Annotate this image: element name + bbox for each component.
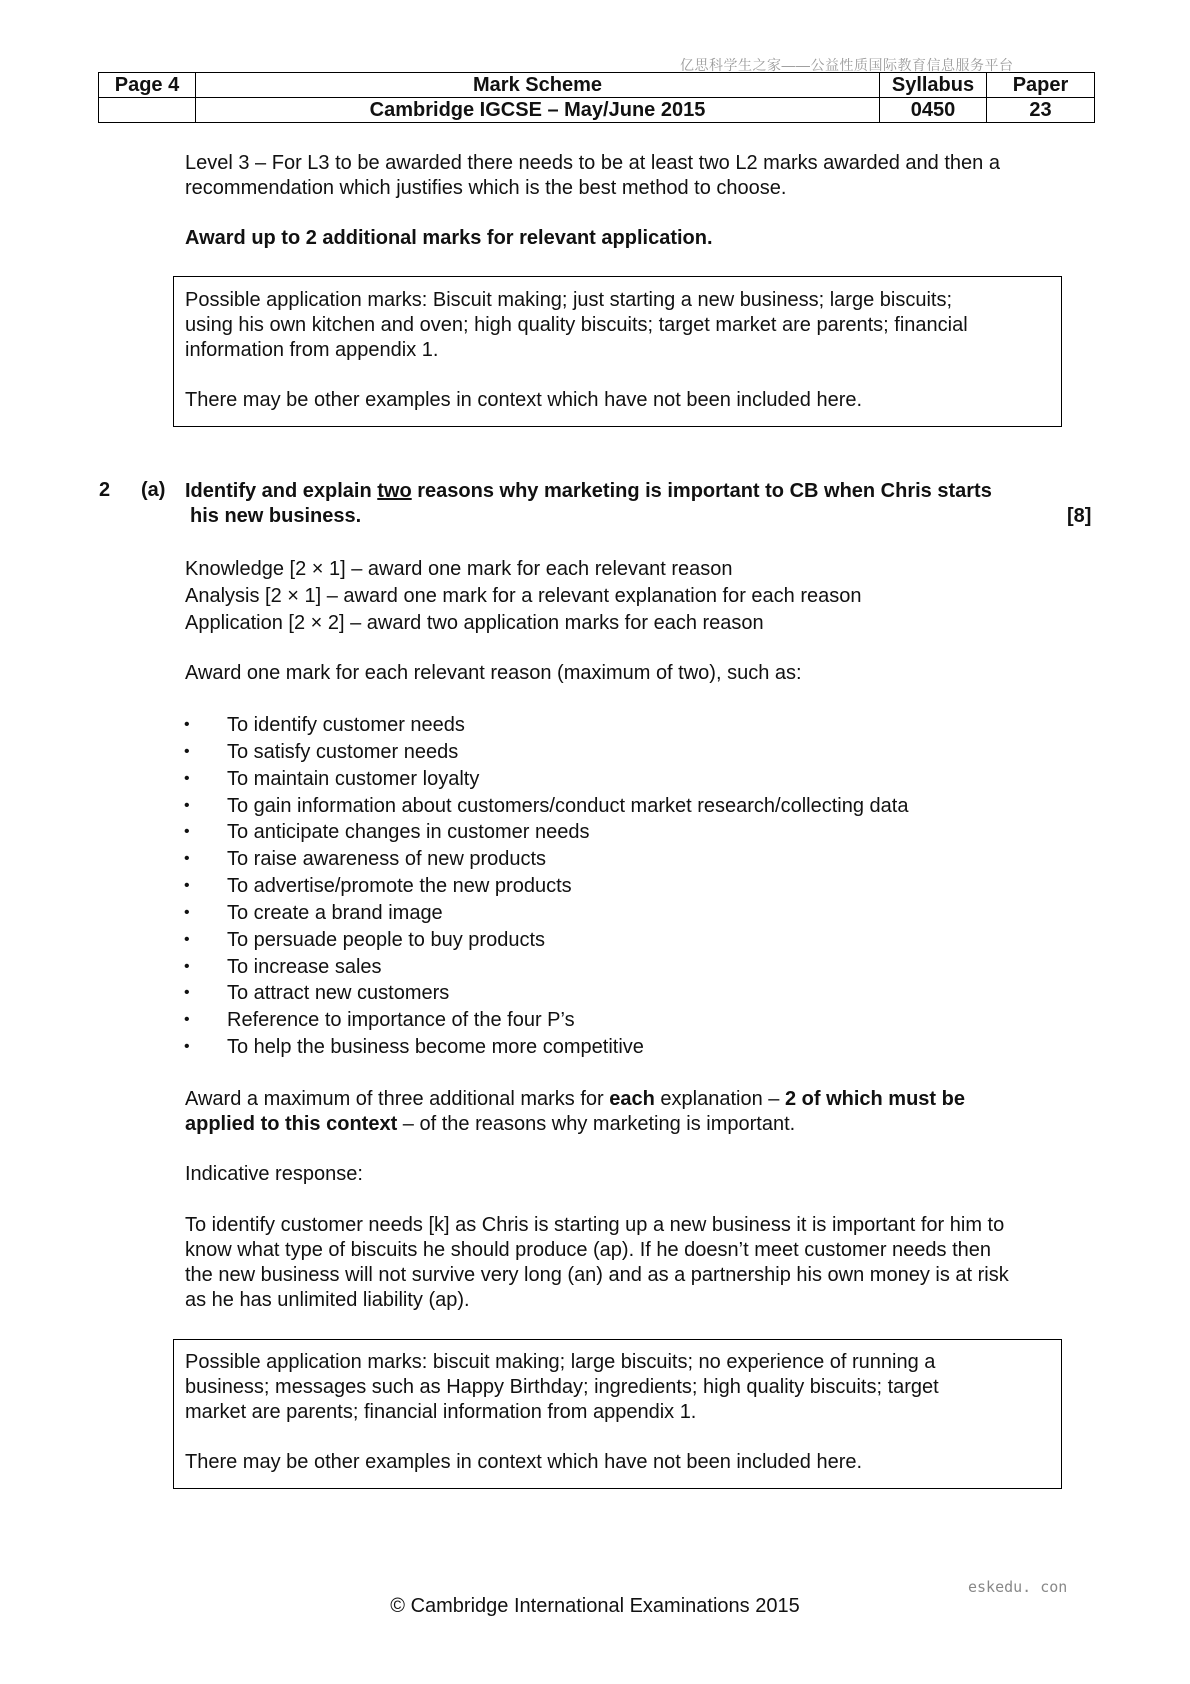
list-item: • To anticipate changes in customer needs <box>184 819 908 846</box>
question-line2: his new business. <box>190 505 362 527</box>
page-label: Page 4 <box>99 73 196 98</box>
list-item: • To advertise/promote the new products <box>184 873 908 900</box>
list-item: • Reference to importance of the four P’s <box>184 1007 908 1034</box>
reasons-list <box>184 712 908 1061</box>
application-box-2 <box>173 1339 1062 1489</box>
award-max-f: – of the reasons why marketing is important. <box>397 1113 796 1135</box>
watermark-bottom: eskedu. con <box>968 1578 1068 1596</box>
award-max-e: applied to this context <box>185 1113 398 1135</box>
question-part: (a) <box>141 479 166 501</box>
paper-label: Paper <box>987 73 1095 98</box>
box2-line1: Possible application marks: biscuit making; large biscuits; no experience of running a <box>185 1351 936 1373</box>
box2-line2: business; messages such as Happy Birthday; ingredients; high quality biscuits; target <box>185 1376 939 1398</box>
syllabus-value: 0450 <box>880 98 987 123</box>
list-item: • To increase sales <box>184 954 908 981</box>
award-max <box>185 1087 965 1137</box>
award-max-line2 <box>185 1112 965 1137</box>
criteria-knowledge: Knowledge [2 × 1] – award one mark for each relevant reason <box>185 558 733 580</box>
list-item: • To help the business become more competitive <box>184 1034 908 1061</box>
list-item: • To identify customer needs <box>184 712 908 739</box>
list-item: • To satisfy customer needs <box>184 739 908 766</box>
indicative-response <box>185 1213 1009 1313</box>
watermark-top: 亿思科学生之家——公益性质国际教育信息服务平台 <box>680 57 1014 73</box>
award-max-d: 2 of which must be <box>784 1088 965 1110</box>
question-line1 <box>185 479 992 504</box>
criteria-analysis: Analysis [2 × 1] – award one mark for a relevant explanation for each reason <box>185 585 862 607</box>
question-number: 2 <box>99 479 111 501</box>
list-item: • To maintain customer loyalty <box>184 766 908 793</box>
indicative-line4: as he has unlimited liability (ap). <box>185 1289 470 1311</box>
question-text-a: Identify and explain <box>185 480 378 502</box>
award-max-a: Award a maximum of three additional marks for <box>185 1088 610 1110</box>
list-item: • To raise awareness of new products <box>184 846 908 873</box>
list-item: • To persuade people to buy products <box>184 927 908 954</box>
application-box-1 <box>173 276 1062 427</box>
question-text-underlined: two <box>377 480 412 502</box>
header-title: Mark Scheme <box>196 73 880 98</box>
box1-line1: Possible application marks: Biscuit making; just starting a new business; large biscuits; <box>185 289 953 311</box>
indicative-line2: know what type of biscuits he should produce (ap). If he doesn’t meet customer needs then <box>185 1239 992 1261</box>
box2-text <box>185 1350 939 1475</box>
indicative-line3: the new business will not survive very long (an) and as a partnership his own money is at risk <box>185 1264 1009 1286</box>
award-max-line1 <box>185 1087 965 1112</box>
box1-text <box>185 288 968 413</box>
box1-line4: There may be other examples in context which have not been included here. <box>185 389 863 411</box>
box1-line3: information from appendix 1. <box>185 339 439 361</box>
award-reason: Award one mark for each relevant reason (maximum of two), such as: <box>185 662 802 684</box>
box1-line2: using his own kitchen and oven; high quality biscuits; target market are parents; financial <box>185 314 968 336</box>
criteria-application: Application [2 × 2] – award two application marks for each reason <box>185 612 764 634</box>
level3-line1: Level 3 – For L3 to be awarded there needs to be at least two L2 marks awarded and then a <box>185 152 1000 174</box>
award-max-c: explanation – <box>654 1088 785 1110</box>
question-marks: [8] <box>1067 505 1092 527</box>
criteria <box>185 556 862 637</box>
indicative-label: Indicative response: <box>185 1163 363 1185</box>
list-item: • To gain information about customers/conduct market research/collecting data <box>184 793 908 820</box>
question-text-b: reasons why marketing is important to CB when Chris starts <box>411 480 992 502</box>
list-item: • To attract new customers <box>184 980 908 1007</box>
award-max-b: each <box>609 1088 655 1110</box>
header-subtitle: Cambridge IGCSE – May/June 2015 <box>196 98 880 123</box>
level3-text <box>185 151 1000 201</box>
syllabus-label: Syllabus <box>880 73 987 98</box>
award-heading: Award up to 2 additional marks for relevant application. <box>185 227 713 249</box>
page-label-empty <box>99 98 196 123</box>
box2-line4: There may be other examples in context which have not been included here. <box>185 1451 863 1473</box>
indicative-line1: To identify customer needs [k] as Chris is starting up a new business it is important for him to <box>185 1214 1005 1236</box>
list-item: • To create a brand image <box>184 900 908 927</box>
footer-copyright: © Cambridge International Examinations 2015 <box>390 1595 800 1617</box>
level3-line2: recommendation which justifies which is the best method to choose. <box>185 177 787 199</box>
box2-line3: market are parents; financial information from appendix 1. <box>185 1401 697 1423</box>
paper-value: 23 <box>987 98 1095 123</box>
header-table <box>98 72 1095 123</box>
